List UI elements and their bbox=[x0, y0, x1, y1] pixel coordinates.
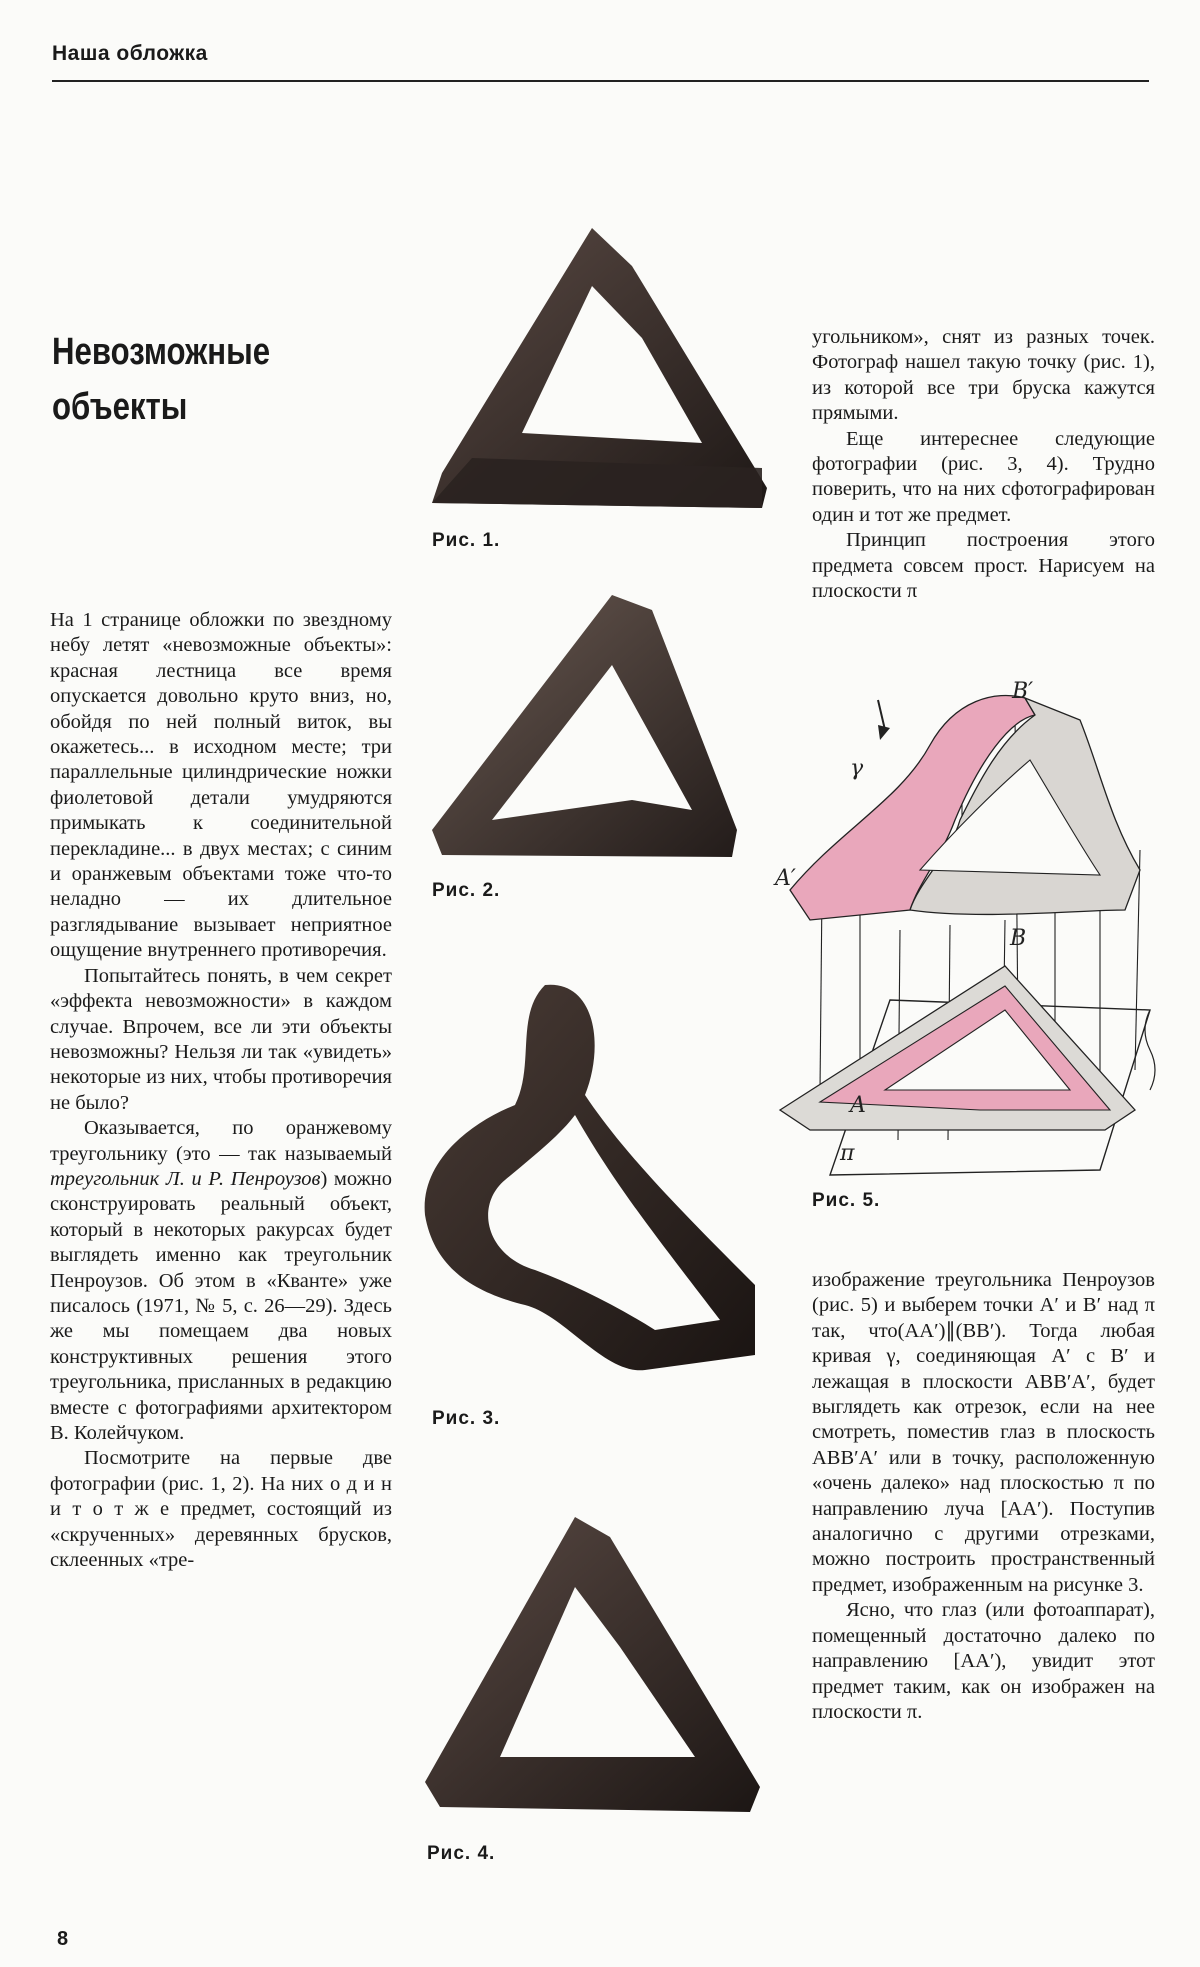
paragraph: Посмотрите на первые две фотографии (рис. 1, 2). На них о д и н и т о т ж е предмет, состоящий из «скрученных» деревянных брусков, склеенных «тре- bbox=[50, 1447, 392, 1572]
figure-4-caption: Рис. 4. bbox=[427, 1843, 496, 1864]
figure-2-photo bbox=[432, 595, 772, 857]
figure-1-caption: Рис. 1. bbox=[432, 530, 501, 551]
label-pi: π bbox=[840, 1141, 855, 1166]
article-title bbox=[52, 325, 270, 435]
figure-3-photo bbox=[425, 985, 770, 1375]
label-b: B bbox=[1010, 926, 1027, 951]
column-1-text bbox=[50, 608, 392, 1573]
column-3-top-text bbox=[812, 325, 1155, 604]
column-3-bottom-text bbox=[812, 1268, 1155, 1725]
figure-4-photo bbox=[425, 1517, 770, 1817]
paragraph: Еще интереснее следующие фотографии (рис. 3, 4). Трудно поверить, что на них сфотографирован один и тот же предмет. bbox=[812, 427, 1155, 526]
paragraph: На 1 странице обложки по звездному небу летят «невозможные объекты»: красная лестница все время опускается довольно круто вниз, но, обойдя по ней полный виток, вы окажетесь... в исходном месте; три параллельные цилиндрические ножки фиолетовой детали умудряются примыкать к соединительной перекладине... в двух местах; с синим и оранжевым объектами тоже что-то неладно — их длительное разглядывание вызывает неприятное ощущение внутреннего противоречия. bbox=[50, 609, 392, 962]
figure-5-caption: Рис. 5. bbox=[812, 1190, 881, 1211]
paragraph: угольником», снят из разных точек. Фотограф нашел такую точку (рис. 1), из которой все три бруска кажутся прямыми. bbox=[812, 326, 1155, 425]
figure-1-photo bbox=[432, 228, 772, 510]
section-header: Наша обложка bbox=[52, 42, 208, 65]
figure-3-caption: Рис. 3. bbox=[432, 1408, 501, 1429]
paragraph: Ясно, что глаз (или фотоаппарат), помещенный достаточно далеко по направлению [AA′), увидит этот предмет таким, как он изображен на плоскости π. bbox=[812, 1599, 1155, 1723]
label-a: A bbox=[850, 1093, 866, 1118]
figure-2-caption: Рис. 2. bbox=[432, 880, 501, 901]
label-b-prime: B′ bbox=[1012, 679, 1034, 704]
penrose-term: треугольник Л. и Р. Пенроузов bbox=[50, 1167, 321, 1190]
label-a-prime: A′ bbox=[775, 866, 796, 891]
paragraph: Принцип построения этого предмета совсем прост. Нарисуем на плоскости π bbox=[812, 529, 1155, 603]
title-line-1: Невозможные bbox=[52, 331, 271, 373]
title-line-2: объекты bbox=[52, 386, 188, 428]
figure-5-diagram bbox=[775, 670, 1160, 1180]
page-number: 8 bbox=[57, 1928, 69, 1950]
header-rule bbox=[52, 80, 1149, 82]
paragraph: изображение треугольника Пенроузов (рис. 5) и выберем точки A′ и B′ над π так, что(AA′)∥(BB′). Тогда любая кривая γ, соединяющая A′ с B′ и лежащая в плоскости ABB′A′, будет выглядеть как отрезок, если на нее смотреть, поместив глаз в плоскость ABB′A′ или в точку, расположенную «очень далеко» над плоскостью π по направлению луча [AA′). Поступив аналогично с другими отрезками, можно построить пространственный предмет, изображенным на рисунке 3. bbox=[812, 1269, 1155, 1596]
paragraph: Попытайтесь понять, в чем секрет «эффекта невозможности» в каждом случае. Впрочем, все ли эти объекты невозможны? Нельзя ли так «увидеть» некоторые из них, чтобы противоречия не было? bbox=[50, 964, 392, 1114]
label-gamma: γ bbox=[850, 756, 864, 781]
paragraph: Оказывается, по оранжевому треугольнику (это — так называемый треугольник Л. и Р. Пенроузов) можно сконструировать реальный объект, который в некоторых ракурсах будет выглядеть именно как треугольник Пенроузов. Об этом в «Кванте» уже писалось (1971, № 5, с. 26—29). Здесь же мы помещаем два новых конструктивных решения этого треугольника, присланных в редакцию вместе с фотографиями архитектором В. Колейчуком. bbox=[50, 1117, 392, 1444]
